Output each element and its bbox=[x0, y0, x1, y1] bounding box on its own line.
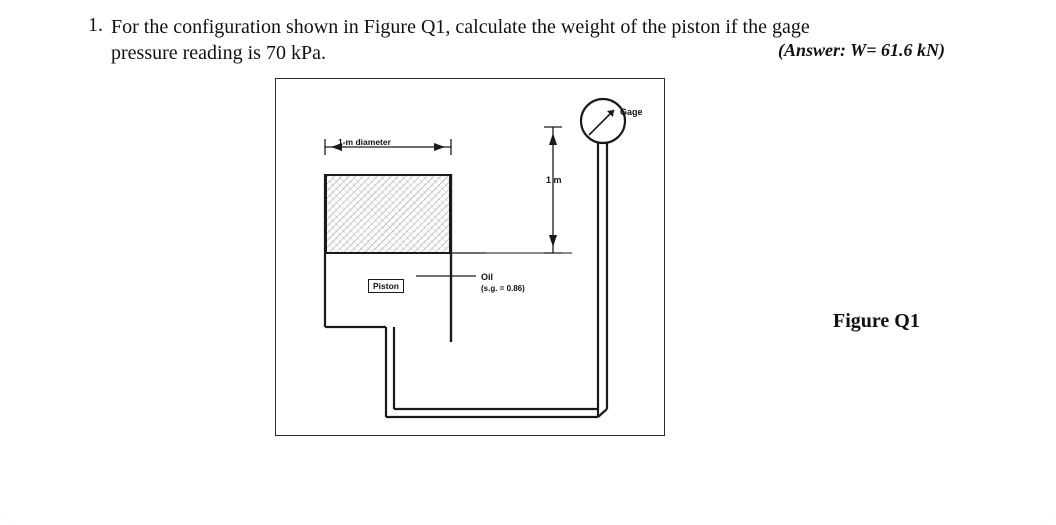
diameter-label: 1-m diameter bbox=[338, 137, 391, 147]
figure-caption: Figure Q1 bbox=[833, 310, 920, 332]
figure-drawing bbox=[276, 79, 664, 435]
question-line-1: For the configuration shown in Figure Q1, calculate the weight of the piston if the gage bbox=[111, 16, 810, 38]
piston-label: Piston bbox=[368, 279, 404, 293]
gage-label: Gage bbox=[620, 107, 643, 117]
figure-q1-image bbox=[275, 78, 665, 436]
oil-label: Oil bbox=[481, 272, 494, 282]
answer-note: (Answer: W= 61.6 kN) bbox=[778, 40, 945, 60]
height-dimension-label: 1 m bbox=[546, 175, 562, 185]
question-number: 1. bbox=[88, 14, 103, 36]
oil-specific-gravity-label: (s.g. = 0.86) bbox=[481, 284, 525, 293]
question-line-2: pressure reading is 70 kPa. bbox=[111, 42, 326, 64]
